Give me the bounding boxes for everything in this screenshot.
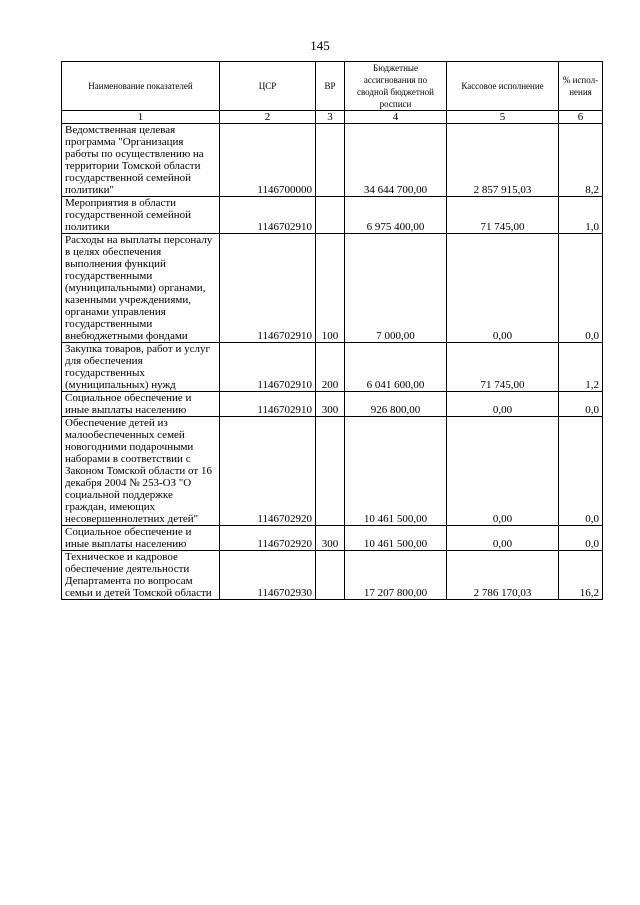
row-cash: 0,00 xyxy=(447,234,559,343)
column-number: 1 xyxy=(62,111,220,124)
header-budget: Бюджетные ассигнования по сводной бюджетной росписи xyxy=(345,62,447,111)
row-name: Техническое и кадровое обеспечение деятельности Департамента по вопросам семьи и детей Томской области xyxy=(62,551,220,600)
row-name: Социальное обеспечение и иные выплаты населению xyxy=(62,392,220,417)
row-csr: 1146700000 xyxy=(220,124,316,197)
row-name: Мероприятия в области государственной семейной политики xyxy=(62,197,220,234)
row-budget: 34 644 700,00 xyxy=(345,124,447,197)
row-cash: 71 745,00 xyxy=(447,343,559,392)
row-percent: 1,2 xyxy=(559,343,603,392)
page-number: 145 xyxy=(310,38,330,53)
table-row xyxy=(62,343,603,392)
row-vr xyxy=(316,124,345,197)
row-cash: 0,00 xyxy=(447,417,559,526)
row-name: Социальное обеспечение и иные выплаты населению xyxy=(62,526,220,551)
column-number-row xyxy=(62,111,603,124)
header-vr: ВР xyxy=(316,62,345,111)
header-cash: Кассовое исполнение xyxy=(447,62,559,111)
row-csr: 1146702910 xyxy=(220,392,316,417)
row-budget: 17 207 800,00 xyxy=(345,551,447,600)
header-percent: % испол-нения xyxy=(559,62,603,111)
row-cash: 0,00 xyxy=(447,526,559,551)
row-percent: 8,2 xyxy=(559,124,603,197)
header-csr: ЦСР xyxy=(220,62,316,111)
row-percent: 0,0 xyxy=(559,234,603,343)
row-vr xyxy=(316,197,345,234)
row-vr: 300 xyxy=(316,392,345,417)
row-name: Обеспечение детей из малообеспеченных семей новогодними подарочными наборами в соответствии с Законом Томской области от 16 декабря 2004 № 253-ОЗ "О социальной поддержке граждан, имеющих несовершеннолетних детей" xyxy=(62,417,220,526)
row-csr: 1146702910 xyxy=(220,234,316,343)
row-percent: 0,0 xyxy=(559,392,603,417)
table-row xyxy=(62,551,603,600)
column-number: 5 xyxy=(447,111,559,124)
table-row xyxy=(62,197,603,234)
row-percent: 1,0 xyxy=(559,197,603,234)
table-row xyxy=(62,526,603,551)
row-csr: 1146702930 xyxy=(220,551,316,600)
row-name: Закупка товаров, работ и услуг для обеспечения государственных (муниципальных) нужд xyxy=(62,343,220,392)
row-budget: 10 461 500,00 xyxy=(345,417,447,526)
column-number: 4 xyxy=(345,111,447,124)
row-percent: 0,0 xyxy=(559,417,603,526)
table-row xyxy=(62,392,603,417)
row-cash: 0,00 xyxy=(447,392,559,417)
row-percent: 0,0 xyxy=(559,526,603,551)
header-name: Наименование показателей xyxy=(62,62,220,111)
row-budget: 7 000,00 xyxy=(345,234,447,343)
row-csr: 1146702910 xyxy=(220,197,316,234)
row-vr xyxy=(316,417,345,526)
row-vr: 300 xyxy=(316,526,345,551)
row-name: Ведомственная целевая программа "Организация работы по осуществлению на территории Томской области государственной семейной политики" xyxy=(62,124,220,197)
row-cash: 2 786 170,03 xyxy=(447,551,559,600)
table-header-row xyxy=(62,62,603,111)
row-budget: 6 041 600,00 xyxy=(345,343,447,392)
row-csr: 1146702920 xyxy=(220,417,316,526)
row-percent: 16,2 xyxy=(559,551,603,600)
row-budget: 10 461 500,00 xyxy=(345,526,447,551)
row-csr: 1146702910 xyxy=(220,343,316,392)
column-number: 6 xyxy=(559,111,603,124)
column-number: 2 xyxy=(220,111,316,124)
table-row xyxy=(62,124,603,197)
row-vr: 100 xyxy=(316,234,345,343)
row-cash: 71 745,00 xyxy=(447,197,559,234)
budget-execution-table xyxy=(61,61,603,600)
table-row xyxy=(62,417,603,526)
table-row xyxy=(62,234,603,343)
row-vr: 200 xyxy=(316,343,345,392)
column-number: 3 xyxy=(316,111,345,124)
row-cash: 2 857 915,03 xyxy=(447,124,559,197)
row-csr: 1146702920 xyxy=(220,526,316,551)
row-vr xyxy=(316,551,345,600)
row-budget: 926 800,00 xyxy=(345,392,447,417)
row-budget: 6 975 400,00 xyxy=(345,197,447,234)
row-name: Расходы на выплаты персоналу в целях обеспечения выполнения функций государственными (муниципальными) органами, казенными учреждениями, органами управления государственными внебюджетными фондами xyxy=(62,234,220,343)
